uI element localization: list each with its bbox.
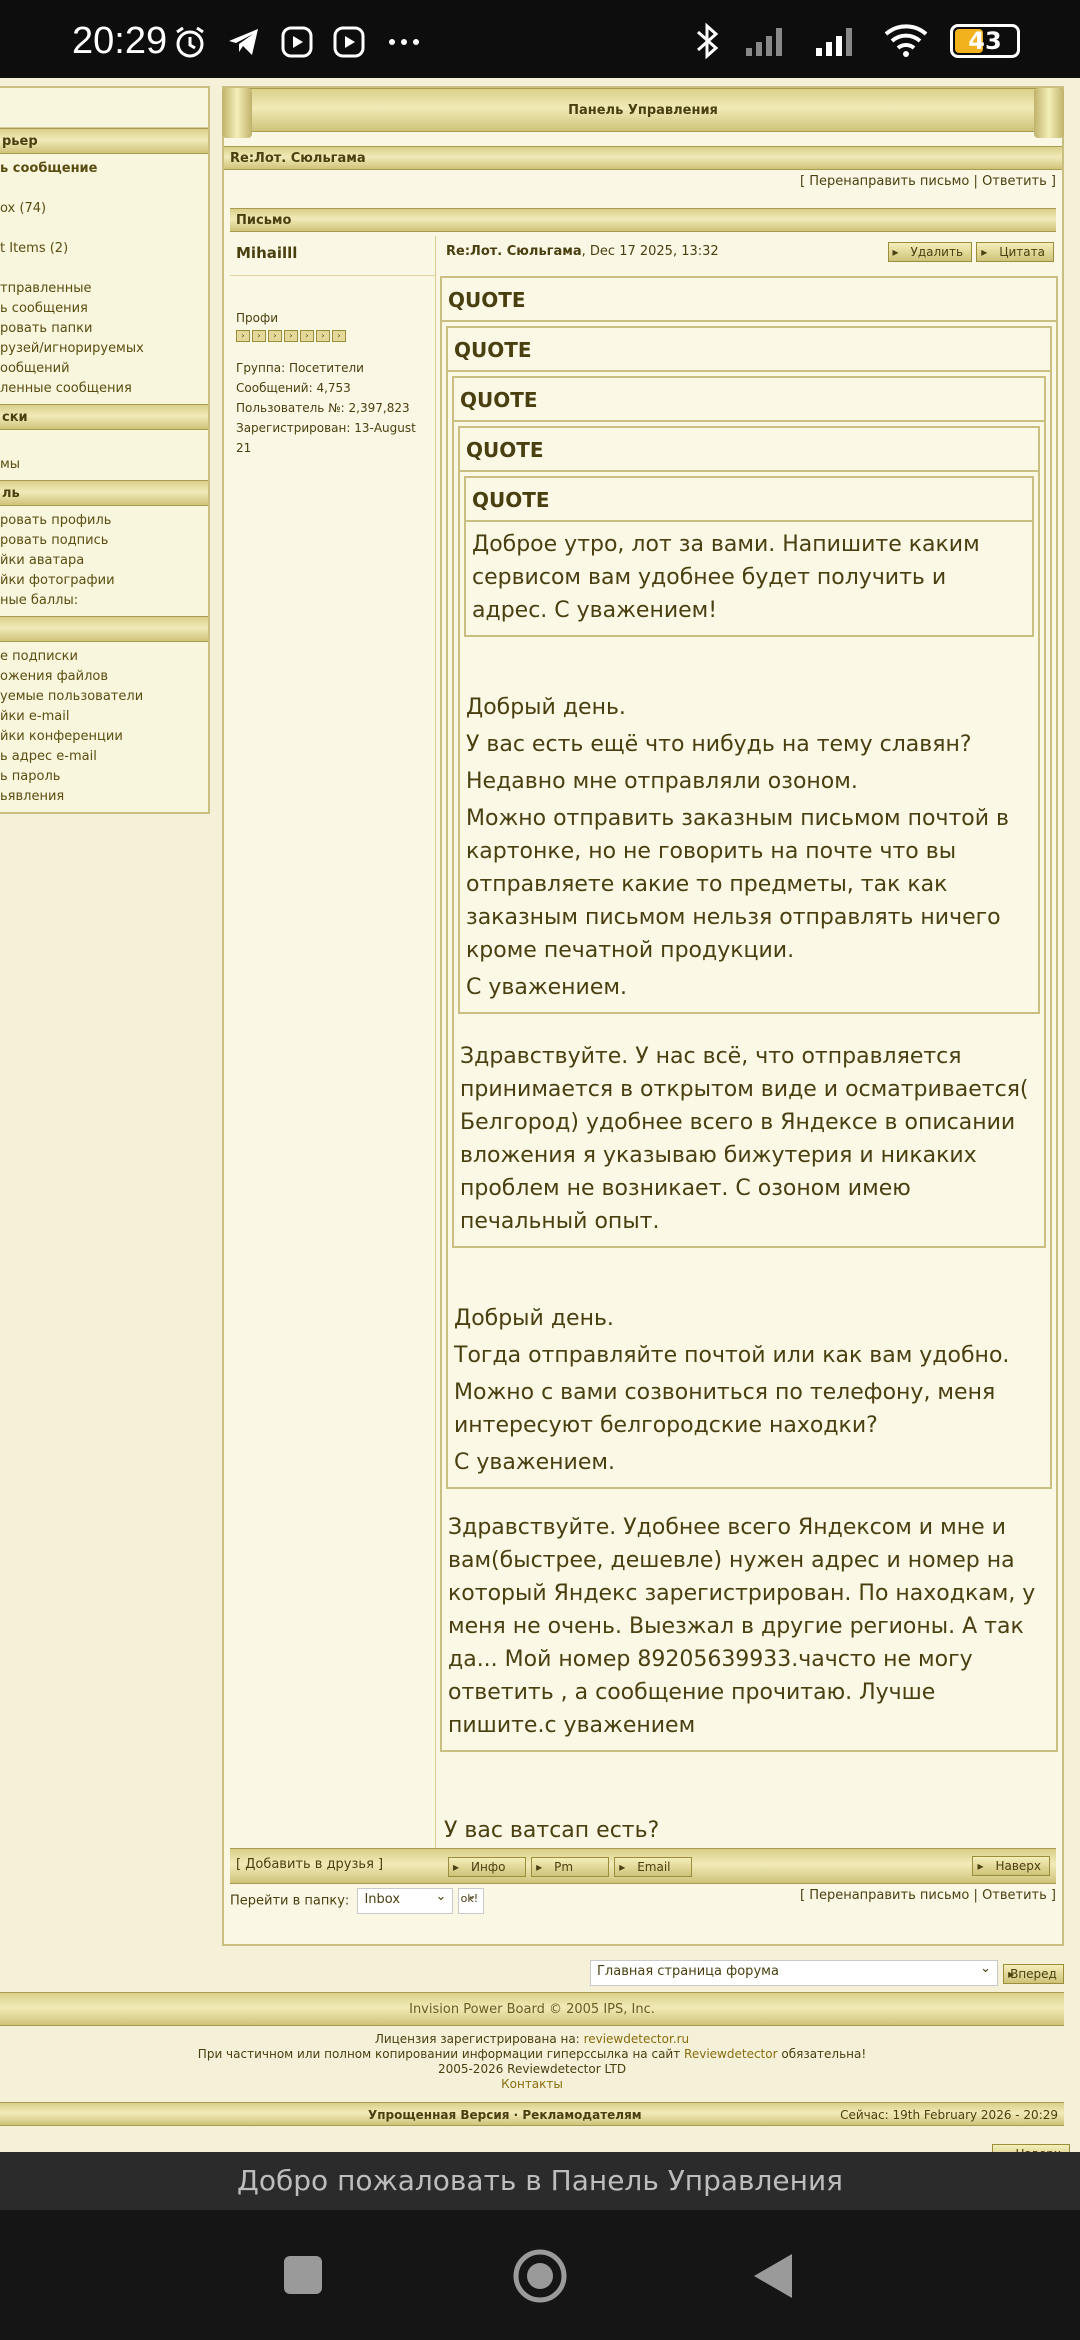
left-nav-item[interactable]: йки аватара — [0, 553, 85, 568]
forward-link[interactable]: [ Перенаправить письмо — [799, 1888, 970, 1903]
left-nav-item[interactable]: е подписки — [0, 649, 78, 664]
post-subject: Re:Лот. Сюльгама — [446, 244, 582, 259]
left-nav-item[interactable]: ь сообщение — [0, 161, 98, 176]
add-friend-link[interactable]: [ Добавить в друзья ] — [236, 1857, 384, 1872]
quote-label: QUOTE — [460, 428, 1038, 472]
quote-text: У вас есть ещё что нибудь на тему славян? — [466, 732, 972, 757]
scroll-ornament-left — [222, 88, 252, 138]
left-nav-item[interactable]: рузей/игнорируемых — [0, 341, 144, 356]
control-panel-title: Панель Управления — [224, 88, 1062, 132]
ipb-copyright: Invision Power Board © 2005 IPS, Inc. — [0, 1992, 1064, 2026]
quote-text: Можно отправить заказным письмом почтой в картонке, но не говорить на почте что вы отправляете какие то предметы, так как заказным письмом нельзя отправлять ничего кроме печатной продукции. — [466, 806, 1009, 963]
left-nav-item — [0, 434, 208, 454]
alarm-icon — [172, 24, 208, 60]
forum-jump-select[interactable]: Главная страница форума ⌄ — [590, 1960, 998, 1986]
video-icon — [280, 25, 314, 59]
author-registered: Зарегистрирован: 13-August 21 — [236, 421, 416, 455]
video-icon — [332, 25, 366, 59]
quote-text: Здравствуйте. У нас всё, что отправляется принимается в открытом виде и осматривается( Белгород) удобнее всего в Яндексе в описании вложения я указываю бижутерия и никаких проблем не возникает. С озоном имею печальный опыт. — [460, 1044, 1029, 1234]
post-header — [442, 236, 1058, 276]
navigation-bar — [0, 2210, 1080, 2340]
quote-label: QUOTE — [454, 378, 1044, 422]
folder-label: Перейти в папку: — [230, 1893, 350, 1909]
left-nav-item[interactable]: йки фотографии — [0, 573, 115, 588]
back-icon[interactable] — [752, 2252, 794, 2300]
more-icon — [384, 25, 424, 59]
left-nav-item — [0, 218, 208, 238]
author-name[interactable]: Mihailll — [230, 236, 435, 276]
left-nav-section-header — [0, 616, 208, 642]
quote-text: Добрый день. — [466, 695, 626, 720]
left-nav-item[interactable]: ожения файлов — [0, 669, 109, 684]
quote-text: Недавно мне отправляли озоном. — [466, 769, 858, 794]
scroll-ornament-right — [1034, 88, 1064, 138]
reply-link[interactable]: Ответить ] — [982, 1888, 1056, 1903]
info-button[interactable]: ▸ Инфо — [448, 1857, 526, 1877]
left-nav-item — [0, 178, 208, 198]
forward-link[interactable]: [ Перенаправить письмо — [799, 174, 970, 189]
thread-links-top: [ Перенаправить письмо | Ответить ] — [799, 174, 1056, 189]
quote-text: Добрый день. — [454, 1306, 614, 1331]
left-nav-item[interactable]: ь сообщения — [0, 301, 88, 316]
left-nav-item[interactable]: йки конференции — [0, 729, 123, 744]
quote-label: QUOTE — [466, 478, 1032, 522]
quote-block-4 — [458, 426, 1040, 1014]
wifi-icon — [884, 24, 928, 58]
lite-version-link[interactable]: Упрощенная Версия — [368, 2108, 510, 2122]
email-button[interactable]: ▸ Email — [614, 1857, 692, 1877]
quote-text: Можно с вами созвониться по телефону, меня интересуют белгородские находки? — [454, 1380, 996, 1438]
left-nav-item[interactable]: тправленные — [0, 281, 92, 296]
quote-text: С уважением. — [454, 1450, 615, 1475]
left-nav-item[interactable]: ровать подпись — [0, 533, 109, 548]
left-nav-item[interactable]: ровать папки — [0, 321, 93, 336]
signal-icon — [744, 24, 792, 58]
left-nav-item[interactable]: ьявления — [0, 789, 65, 804]
left-nav-item[interactable]: ox (74) — [0, 201, 47, 216]
folder-jump — [230, 1888, 484, 1914]
left-nav-item[interactable]: ровать профиль — [0, 513, 112, 528]
delete-button[interactable]: ▸ Удалить — [888, 242, 973, 262]
quote-button[interactable]: ▸ Цитата — [976, 242, 1054, 262]
rank-pip-icon: › — [300, 330, 314, 342]
post-column — [442, 236, 1058, 1849]
quote-block-3 — [452, 376, 1046, 1248]
quote-label: QUOTE — [442, 278, 1056, 322]
folder-select[interactable]: Inbox ⌄ — [357, 1888, 453, 1914]
license-block: Лицензия зарегистрирована на: reviewdetector.ru При частичном или полном копировании информации гиперссылка на сайт Reviewdetector обязательна! 2005-2026 Reviewdetector LTD Контакты — [197, 2032, 867, 2091]
left-nav-item — [0, 258, 208, 278]
forum-page — [0, 78, 1080, 2152]
left-nav-section-header: ски — [0, 404, 208, 430]
contacts-link[interactable]: Контакты — [501, 2077, 563, 2091]
welcome-banner: Добро пожаловать в Панель Управления — [0, 2152, 1080, 2210]
telegram-icon — [226, 24, 262, 60]
quote-block-2 — [446, 326, 1052, 1489]
forum-jump-go-button[interactable]: ▸ Вперед — [1003, 1964, 1064, 1984]
left-nav-panel — [0, 86, 210, 814]
reply-link[interactable]: Ответить ] — [982, 174, 1056, 189]
author-column — [230, 236, 436, 1854]
signal-icon — [814, 24, 862, 58]
left-nav-item[interactable]: уемые пользователи — [0, 689, 144, 704]
left-nav-item[interactable]: t Items (2) — [0, 241, 69, 256]
license-site-link[interactable]: reviewdetector.ru — [583, 2032, 690, 2046]
letter-header: Письмо — [230, 208, 1056, 232]
battery-icon — [950, 24, 1020, 58]
left-nav-item[interactable]: ные баллы: — [0, 593, 79, 608]
recents-icon[interactable] — [282, 2254, 324, 2296]
quote-label: QUOTE — [448, 328, 1050, 372]
left-nav-section-header: рьер — [0, 128, 208, 154]
left-nav-item[interactable]: ленные сообщения — [0, 381, 132, 396]
clock: 20:29 — [72, 20, 168, 62]
current-time: Сейчас: 19th February 2026 - 20:29 — [840, 2108, 1058, 2122]
thread-title: Re:Лот. Сюльгама — [224, 146, 1062, 170]
forum-jump — [590, 1960, 1064, 1988]
rank-pip-icon: › — [236, 330, 250, 342]
post-body: У вас ватсап есть? — [444, 1818, 660, 1843]
main-content — [222, 86, 1064, 1946]
reviewdetector-link[interactable]: Reviewdetector — [684, 2047, 778, 2061]
advertisers-link[interactable]: Рекламодателям — [522, 2108, 642, 2122]
footer-bar: Упрощенная Версия · Рекламодателям Сейчас: 19th February 2026 - 20:29 — [0, 2102, 1064, 2126]
author-rank: Профи — [236, 311, 279, 325]
left-nav-item[interactable]: ь пароль — [0, 769, 61, 784]
author-posts: Сообщений: 4,753 — [236, 381, 351, 395]
pm-button[interactable]: ▸ Pm — [531, 1857, 609, 1877]
left-nav-item[interactable]: йки e-mail — [0, 709, 70, 724]
post-date: , Dec 17 2025, 13:32 — [581, 244, 719, 259]
folder-ok-button[interactable]: ok! ⌄ — [458, 1888, 484, 1914]
left-nav-item[interactable]: мы — [0, 457, 21, 472]
post-footer-row — [230, 1848, 1056, 1884]
rank-pips — [230, 328, 435, 358]
quote-text: Здравствуйте. Удобнее всего Яндексом и мне и вам(быстрее, дешевле) нужен адрес и номер на который Яндекс зарегистрирован. По находкам, у меня не очень. Выезжал в другие регионы. А так да... Мой номер 89205639933.чачсто не могу ответить , а сообщение прочитаю. Лучше пишите.с уважением — [448, 1515, 1036, 1738]
top-button[interactable]: ▸ Наверх — [972, 1856, 1050, 1876]
author-group: Группа: Посетители — [236, 361, 364, 375]
bluetooth-icon — [692, 22, 722, 60]
rank-pip-icon: › — [252, 330, 266, 342]
status-bar — [0, 0, 1080, 78]
rank-pip-icon: › — [268, 330, 282, 342]
left-nav-item[interactable]: ь адрес e-mail — [0, 749, 97, 764]
rank-pip-icon: › — [332, 330, 346, 342]
left-nav-item[interactable]: ообщений — [0, 361, 70, 376]
quote-block-1 — [440, 276, 1058, 1752]
author-user-no: Пользователь №: 2,397,823 — [236, 401, 410, 415]
battery-level: 43 — [968, 27, 1002, 55]
quote-text: С уважением. — [466, 975, 627, 1000]
home-icon[interactable] — [512, 2248, 568, 2304]
rank-pip-icon: › — [284, 330, 298, 342]
thread-links-bottom: [ Перенаправить письмо | Ответить ] — [799, 1888, 1056, 1903]
quote-block-5 — [464, 476, 1034, 637]
rank-pip-icon: › — [316, 330, 330, 342]
quote-text: Тогда отправляйте почтой или как вам удобно. — [454, 1343, 1010, 1368]
quote-text: Доброе утро, лот за вами. Напишите каким сервисом вам удобнее будет получить и адрес. С уважением! — [472, 532, 980, 623]
left-nav-section-header: ль — [0, 480, 208, 506]
